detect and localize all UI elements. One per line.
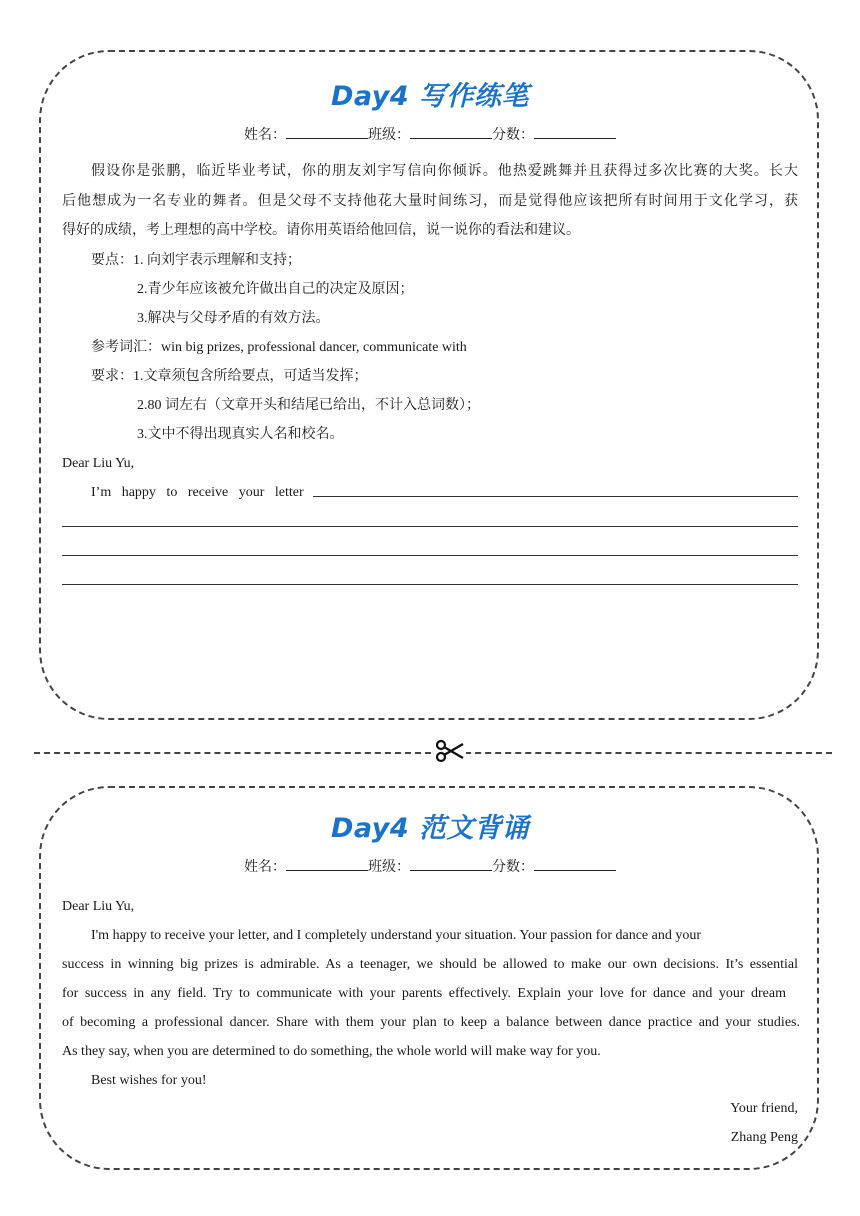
cut-line [34,752,832,754]
model-title: Day4 范文背诵 [330,813,530,844]
class-blank[interactable] [410,856,492,871]
model-salutation: Dear Liu Yu, [62,899,135,914]
model-info-fields [0,856,860,876]
writing-answer-line[interactable] [313,496,798,497]
vocab-label: 参考词汇： [91,340,161,355]
score-blank[interactable] [534,124,616,139]
writing-salutation: Dear Liu Yu, [62,456,135,471]
vocab-text: win big prizes, professional dancer, communicate with [161,340,467,355]
writing-title: Day4 写作练笔 [330,81,530,112]
requirement-item: 3.文中不得出现真实人名和校名。 [137,427,344,442]
name-label: 姓名： [244,860,286,875]
model-signature: Zhang Peng [730,1130,798,1145]
name-blank[interactable] [286,856,368,871]
score-label: 分数： [492,128,534,143]
score-blank[interactable] [534,856,616,871]
vocab-row [91,338,467,358]
model-body-line: I'm happy to receive your letter, and I completely understand your situation. Your passion for dance and your [91,928,702,943]
name-blank[interactable] [286,124,368,139]
prompt-line-1: 假设你是张鹏，临近毕业考试，你的朋友刘宇写信向你倾诉。他热爱跳舞并且获得过多次比赛的大奖。长大 [91,164,798,179]
scissors-icon [434,736,466,766]
point-item: 1. 向刘宇表示理解和支持； [133,253,301,268]
writing-opening: I’m happy to receive your letter [91,485,304,500]
model-body-line: for success in any field. Try to communicate with your parents effectively. Explain your love for dance and your dream [62,986,786,1001]
model-body-line: of becoming a professional dancer. Share with them your plan to keep a balance between dance practice and your studies. [62,1015,800,1030]
requirement-item: 1.文章须包含所给要点，可适当发挥； [133,369,368,384]
score-label: 分数： [492,860,534,875]
prompt-line-3: 得好的成绩，考上理想的高中学校。请你用英语给他回信，说一说你的看法和建议。 [62,223,580,238]
writing-answer-line[interactable] [62,584,798,585]
requirements-label: 要求： [91,369,133,384]
writing-answer-line[interactable] [62,555,798,556]
requirement-item: 2.80 词左右（文章开头和结尾已给出，不计入总词数）； [137,398,480,413]
model-body-line: As they say, when you are determined to do something, the whole world will make way for you. [62,1044,601,1059]
writing-info-fields [0,124,860,144]
point-item: 2.青少年应该被允许做出自己的决定及原因； [137,282,414,297]
class-label: 班级： [368,128,410,143]
points-row-1 [91,251,301,271]
model-signoff: Your friend, [730,1101,798,1116]
point-item: 3.解决与父母矛盾的有效方法。 [137,311,330,326]
points-label: 要点： [91,253,133,268]
model-body-line: success in winning big prizes is admirable. As a teenager, we should be allowed to make our own decisions. It’s essential [62,957,798,972]
name-label: 姓名： [244,128,286,143]
requirements-row-1 [91,367,368,387]
prompt-line-2: 后他想成为一名专业的舞者。但是父母不支持他花大量时间练习，而是觉得他应该把所有时间用于文化学习，获 [62,194,798,209]
class-blank[interactable] [410,124,492,139]
model-closing: Best wishes for you! [91,1073,207,1088]
class-label: 班级： [368,860,410,875]
writing-answer-line[interactable] [62,526,798,527]
